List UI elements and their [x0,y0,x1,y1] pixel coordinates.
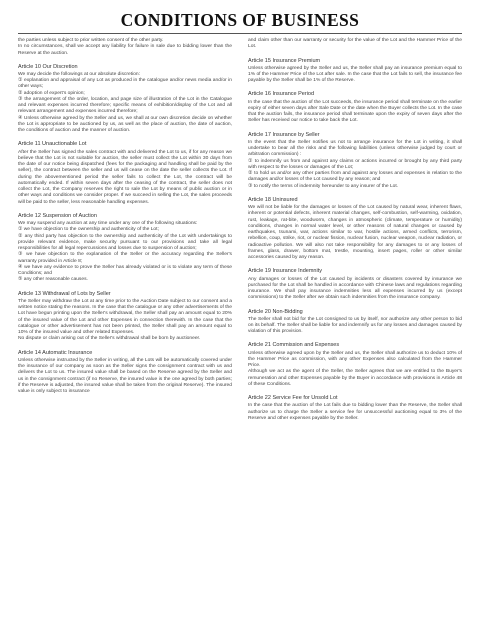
article-paragraph: ① explanation and appraisal of any Lot as produced in the catalogue and/or news media and/or in other ways; [18,78,232,90]
article-paragraph: ② adoption of expert's opinion; [18,90,85,96]
article-paragraph: Any damages or losses of the Lot caused by incidents or disasters covered by insurance we purchased for the Lot shall be handled in accordance with Chinese laws and regulations regarding insurance. We shall pay insurance indemnities less all expenses incurred by us (except commissions) to the Seller after we obtain such indemnities from the insurance company. [248,276,462,301]
article-paragraph: After the Seller has signed the sales contract with and delivered the Lot to us, if for any reason we believe that the Lot is not suitable for auction, the seller must collect the Lot within 30 days from the date of our notice being dispatched (fees for the packaging and handling shall be paid by the seller), the contract between the seller and us will cease on the date the seller collects the Lot. If during the abovementioned period the seller fails to collect the Lot, the contract will be automatically ended. If within seven days after the ceasing of the contract, the seller does not collect the Lot, the Company reserves the right to sale the Lot by means of public auction or in other ways and conditions we consider proper. If we succeed in selling the Lot, the sales proceeds will be paid to the seller, less reasonable handling expenses. [18,149,232,205]
article-block [248,58,462,85]
title-divider [18,33,462,34]
article-block [18,291,232,343]
article-paragraph: In the case that the auction of the Lot succeeds, the insurance period shall terminate on the earlier expiry of either seven days after Sale Date or the date when the Buyer collects the Lot. In the case that the auction fails, the insurance period shall terminate upon the expiry of seven days after the Seller has received our notice to take back the Lot. [248,99,462,124]
article-paragraph: We will not be liable for the damages or losses of the Lot caused by natural wear, inherent flaws, inherent or potential defects, inherent material changes, self-combustion, self-warming, oxidation, rust, leakage, rat-bite, woodworm, changes in atmospheric (climate, temperature or humidity) conditions, changes in normal water level, or other reasons of natural changes or caused by earthquakes, tsunami, war, actions similar to war, hostile actions, armed conflicts, terrorism, rebellion, coup, strike, riot, or nuclear fission, nuclear fusion, nuclear weapon, nuclear radiation, or radioactive pollution. We will also not take responsibility for any damages to or any losses of frames, glass, drawer, bottom mat, trestle, mounting, insert pages, roller or other similar accessories caused by any reason. [248,205,462,261]
article-block [248,38,462,51]
article-block [248,342,462,388]
article-paragraph: In the case that the auction of the Lot fails due to bidding lower than the Reserve, the Seller shall authorize us to charge the Seller a service fee for unsuccessful auctioning equal to 3% of the Reserve and other expenses payable by the Seller. [248,403,462,421]
article-heading: Article 20 Non-Bidding [248,308,303,315]
article-paragraph: In the event that the Seller notifies us not to arrange insurance for the Lot in writing, it shall undertake to bear all the risks and the following liabilities (unless otherwise judged by court or arbitration commission) : [248,139,462,158]
article-block [18,213,232,284]
article-paragraph: Unless otherwise agreed upon by the Seller and us, the Seller shall authorize us to deduct 10% of the Hammer Price as commission, with any other Expenses also calculated from the Hammer Price. [248,350,462,369]
article-paragraph: The Seller may withdraw the Lot at any time prior to the Auction Date subject to our consent and a written notice stating the reasons. In the case that the catalogue or any other advertisements of the Lot have begun printing upon the Seller's withdrawal, the Seller shall pay an amount equal to 20% of the insured value of the Lot and other Expenses in connection therewith. In the case that the catalogue or other advertisement has not been printed, the Seller shall pay an amount equal to 10% of the insured value and other related Expenses. [18,298,232,336]
article-heading: Article 21 Commission and Expenses [248,342,340,349]
article-block [18,64,232,135]
article-heading: Article 13 Withdrawal of Lots by Seller [18,290,111,297]
article-paragraph: Unless otherwise instructed by the Seller in writing, all the Lots will be automatically covered under the insurance of our company as soon as the Seller signs the consignment contract with us and delivers the Lot to us. The insured value shall be based on the Reserve agreed by the Seller and us in the consignment contract (if no Reserve, the insured value is the one agreed by both parties; if the Reserve is adjusted, the insured value shall be taken from the original Reserve). The insured value is only subject to insurance [18,357,232,395]
article-paragraph: ② to hold us and/or any other parties from and against any losses and expenses in relation to the damages and/or losses of the Lot caused by any reason; and [248,171,462,183]
article-block [248,309,462,336]
article-block [248,395,462,422]
article-paragraph: ③ the arrangement of the order, location, and page size of illustration of the Lot in the Catalogue and relevant expenses incurred therefore; specific means of exhibition/display of the Lot and all relevant arrangement and expenses incurred therefore; [18,96,232,115]
page-title: CONDITIONS OF BUSINESS [120,10,360,30]
article-block [248,132,462,190]
article-block [18,350,232,396]
article-paragraph: ① to indemnify us from and against any claims or actions incurred or brought by any third party with respect to the losses or damages of the Lot; [248,158,462,170]
article-heading: Article 16 Insurance Period [248,91,315,98]
article-paragraph: Although we act as the agent of the Seller, the Seller agrees that we are entitled to the Buyer's remuneration and other Expenses payable by the Buyer in accordance with provisions in Article 48 of these Conditions. [248,369,462,387]
article-heading: Article 19 Insurance Indemnity [248,268,322,275]
article-heading: Article 22 Service Fee for Unsold Lot [248,395,338,402]
article-paragraph: We may suspend any auction at any time under any one of the following situations: [18,221,198,227]
article-block [248,197,462,261]
article-paragraph: the parties unless subject to prior written consent of the other party. [18,38,164,43]
article-paragraph: In no circumstances, shall we accept any liability for failure in sale due to bidding lower than the Reserve at the auction. [18,44,232,56]
left-column [18,38,232,429]
article-paragraph: No dispute or claim arising out of the Seller's withdrawal shall be born by auctioneer. [18,336,201,342]
article-block [248,91,462,124]
article-block [18,141,232,205]
article-heading: Article 15 Insurance Premium [248,57,321,64]
article-paragraph: Unless otherwise agreed by the Seller and us, the Seller shall pay an insurance premium equal to 1% of the Hammer Price of the Lot after sale. In the case that the Lot fails to sell, the insurance fee payable by the Seller shall be 1% of the Reserve. [248,65,462,84]
article-paragraph: ③ we have objection to the explanation of the Seller or the accuracy regarding the Seller's warranty provided in Article 8; [18,252,232,264]
columns [18,38,462,429]
article-paragraph: ② any third party has objection to the ownership and authenticity of the Lot with undertakings to provide relevant evidence, make security pursuant to our provisions and take all legal responsibilities for all legal repercussions and losses due to suspension of auction; [18,233,232,252]
article-paragraph: and claim other than our warranty or security for the value of the Lot and the Hammer Price of the Lot. [248,38,462,50]
article-heading: Article 18 Uninsured [248,196,298,203]
article-paragraph: The Seller shall not bid for the Lot consigned to us by itself, nor authorize any other person to bid on its behalf. The Seller shall be liable for and indemnify us for any losses and damages caused by violation of this provision. [248,316,462,335]
article-heading: Article 10 Our Discretion [18,63,78,70]
article-block [248,268,462,301]
article-paragraph: ⑤ any other reasonable causes. [18,277,88,283]
article-paragraph: ④ we have any evidence to prove the Seller has already violated or is to violate any term of these Conditions; and [18,264,232,277]
article-paragraph: ③ to notify the terms of indemnity hereunder to any insurer of the Lot. [248,183,399,189]
article-heading: Article 17 Insurance by Seller [248,131,320,138]
article-block [18,38,232,57]
article-heading: Article 12 Suspension of Auction [18,212,97,219]
article-paragraph: ① we have objection to the ownership and authenticity of the Lot; [18,227,159,233]
article-paragraph: ④ Unless otherwise agreed by the Seller and us, we shall at our own discretion decide on whether the Lot is appropriate to be auctioned by us, as well as the place of auction, the date of auction, the conditions of auction and the manner of auction. [18,115,232,134]
article-heading: Article 14 Automatic Insurance [18,349,93,356]
article-paragraph: We may decide the followings at our absolute discretion: [18,71,140,77]
right-column [248,38,462,429]
article-heading: Article 11 Unauctionable Lot [18,141,87,148]
